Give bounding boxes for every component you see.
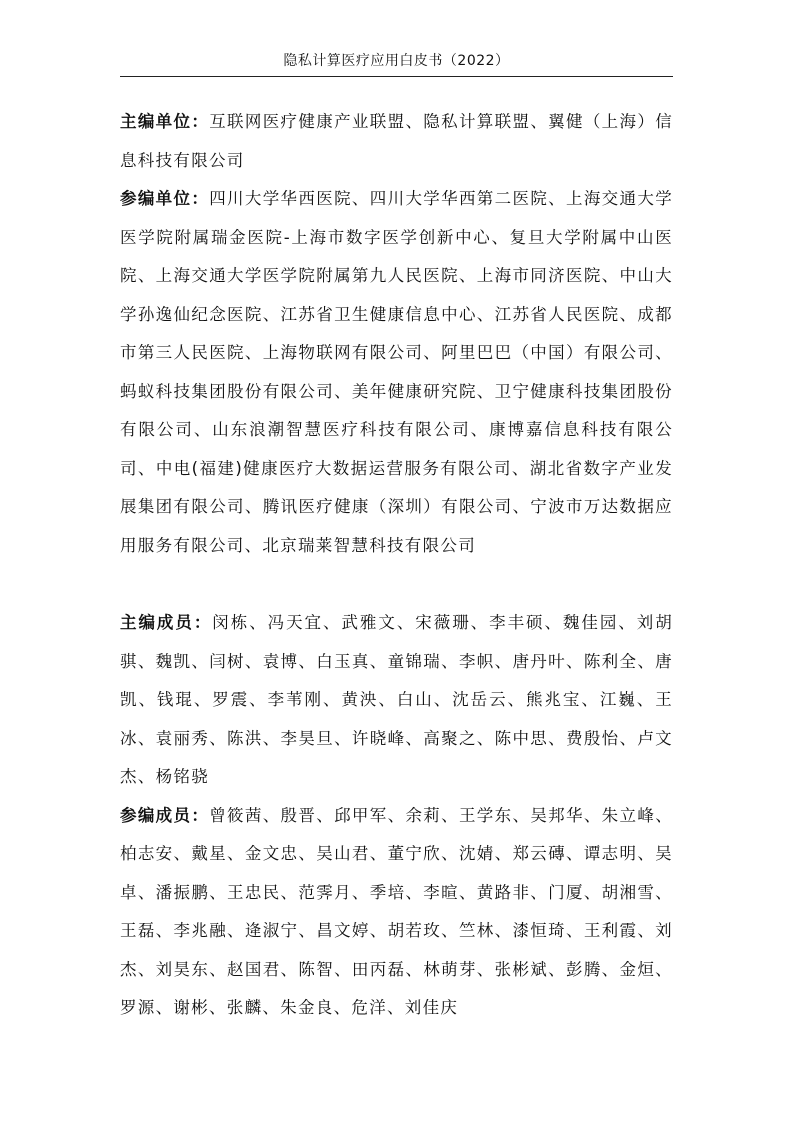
chief-units-label: 主编单位： xyxy=(120,112,210,131)
chief-units-paragraph xyxy=(120,103,673,180)
participating-members-label: 参编成员： xyxy=(120,805,210,825)
participating-units-label: 参编单位： xyxy=(120,189,210,208)
participating-units-paragraph xyxy=(120,180,673,565)
document-body xyxy=(120,103,673,1028)
participating-units-text: 四川大学华西医院、四川大学华西第二医院、上海交通大学医学院附属瑞金医院-上海市数字医学创新中心、复旦大学附属中山医院、上海交通大学医学院附属第九人民医院、上海市同济医院、中山大学孙逸仙纪念医院、江苏省卫生健康信息中心、江苏省人民医院、成都市第三人民医院、上海物联网有限公司、阿里巴巴（中国）有限公司、蚂蚁科技集团股份有限公司、美年健康研究院、卫宁健康科技集团股份有限公司、山东浪潮智慧医疗科技有限公司、康博嘉信息科技有限公司、中电(福建)健康医疗大数据运营服务有限公司、湖北省数字产业发展集团有限公司、腾讯医疗健康（深圳）有限公司、宁波市万达数据应用服务有限公司、北京瑞莱智慧科技有限公司 xyxy=(120,189,673,555)
participating-members-paragraph xyxy=(120,797,673,1028)
section-spacer xyxy=(120,565,673,604)
chief-units-text: 互联网医疗健康产业联盟、隐私计算联盟、翼健（上海）信息科技有限公司 xyxy=(120,112,673,170)
chief-members-label: 主编成员： xyxy=(120,613,213,632)
participating-members-text: 曾筱茜、殷晋、邱甲军、余莉、王学东、吴邦华、朱立峰、柏志安、戴星、金文忠、吴山君、董宁欣、沈婧、郑云磚、谭志明、吴卓、潘振鹏、王忠民、范霁月、季培、李暄、黄路非、门厦、胡湘雪、王磊、李兆融、逄淑宁、昌文婷、胡若玫、竺林、漆恒琦、王利霞、刘杰、刘昊东、赵国君、陈智、田丙磊、林萌芽、张彬斌、彭腾、金烜、罗源、谢彬、张麟、朱金良、危洋、刘佳庆 xyxy=(120,805,673,1017)
chief-members-text: 闵栋、冯天宜、武雅文、宋薇珊、李丰硕、魏佳园、刘胡骐、魏凯、闫树、袁博、白玉真、童锦瑞、李帜、唐丹叶、陈利全、唐凯、钱琨、罗震、李苇刚、黄泱、白山、沈岳云、熊兆宝、江巍、王冰、袁丽秀、陈洪、李昊旦、许晓峰、高聚之、陈中思、费殷怡、卢文杰、杨铭骁 xyxy=(120,613,674,786)
chief-members-paragraph xyxy=(120,604,673,797)
header-divider xyxy=(120,76,673,77)
page-header-title: 隐私计算医疗应用白皮书（2022） xyxy=(283,53,510,69)
